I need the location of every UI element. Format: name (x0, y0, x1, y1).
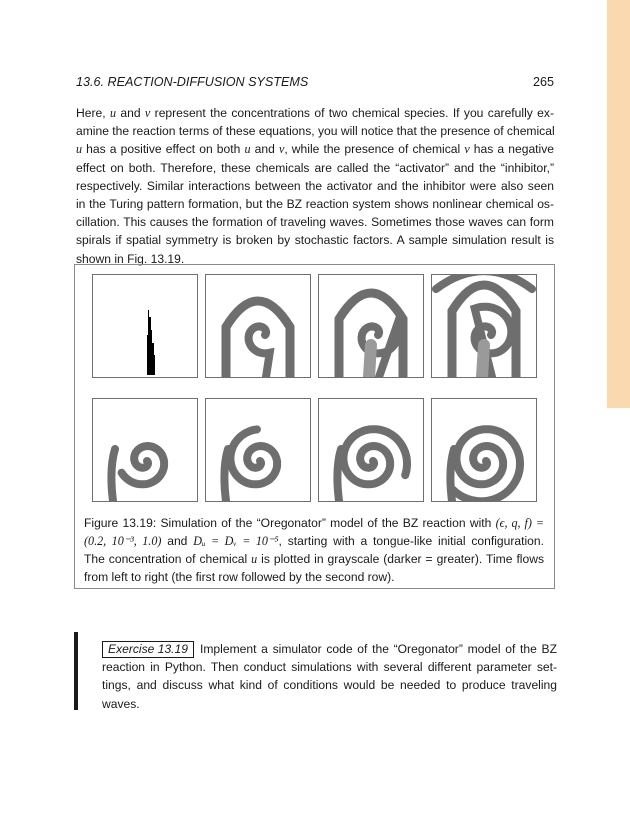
spiral-wave (122, 446, 165, 484)
text-run: and (250, 142, 279, 157)
spiral-wave (343, 429, 407, 484)
text-run: is plotted in grayscale (darker = greater). Time flows (257, 552, 545, 566)
text-run: has a positive effect on both (82, 142, 245, 157)
text-run: Here, (76, 106, 110, 120)
wave-tail (111, 449, 115, 501)
caption-line (84, 514, 544, 532)
caption-line (84, 568, 544, 586)
simulation-image (206, 275, 310, 377)
paragraph-line (76, 177, 554, 195)
text-run: amine the reaction terms of these equations, you will notice that the presence of chemical (76, 124, 555, 139)
simulation-panel-t6 (205, 398, 311, 502)
exercise-line: waves. (102, 696, 140, 711)
math-symbol: v (464, 142, 470, 157)
simulation-image (319, 275, 423, 377)
initial-tongue (147, 310, 155, 375)
text-run: , while the presence of chemical (284, 142, 465, 157)
wave-front (226, 301, 290, 377)
wave-trail (369, 345, 371, 377)
caption-line (84, 532, 544, 550)
math-symbol: (ϵ, q, f) = (495, 516, 544, 530)
simulation-panel-t1 (92, 274, 198, 378)
simulation-image (319, 399, 423, 501)
text-run: and (116, 106, 145, 120)
math-symbol: u (109, 106, 116, 120)
exercise-box (74, 632, 560, 710)
text-run: cillation. This causes the formation of traveling waves. Sometimes those waves can form (76, 215, 554, 230)
simulation-panel-t7 (318, 398, 424, 502)
text-run: The concentration of chemical (84, 552, 252, 566)
simulation-panel-t3 (318, 274, 424, 378)
simulation-image (432, 399, 536, 501)
math-symbol: u (251, 552, 258, 566)
text-run: shown in Fig. 13.19. (76, 251, 185, 266)
math-symbol: v (144, 106, 151, 120)
text-run: , starting with a tongue-like initial configuration. (278, 534, 544, 548)
wave-trail (482, 345, 484, 377)
simulation-image (206, 399, 310, 501)
text-run: in the Turing pattern formation, but the BZ reaction system shows nonlinear chemical os- (76, 197, 554, 212)
simulation-panel-t4 (431, 274, 537, 378)
body-paragraph (76, 104, 554, 268)
section-title: 13.6. REACTION-DIFFUSION SYSTEMS (76, 75, 309, 89)
exercise-line: reaction in Python. Then conduct simulations with several different parameter set- (102, 660, 557, 675)
exercise-line: tings, and discuss what kind of conditions would be needed to produce traveling (102, 678, 557, 693)
simulation-panel-t2 (205, 274, 311, 378)
simulation-image (93, 275, 197, 377)
spiral-wave (453, 429, 520, 501)
simulation-panel-t8 (431, 398, 537, 502)
exercise-line: Exercise 13.19 Implement a simulator code of the “Oregonator” model of the BZ (102, 640, 557, 658)
math-symbol: u (244, 142, 251, 157)
figure-caption (84, 514, 544, 586)
paragraph-line (76, 231, 554, 249)
running-head (76, 75, 554, 91)
paragraph-line (76, 159, 554, 177)
exercise-label: Exercise 13.19 (102, 641, 194, 658)
simulation-panel-t5 (92, 398, 198, 502)
text-run: and (161, 534, 194, 548)
text-run: effect on both. Therefore, these chemicals are called the “activator” and the “inhibitor,” (76, 160, 554, 175)
paragraph-line (76, 195, 554, 213)
page-number: 265 (532, 75, 554, 89)
simulation-image (432, 275, 536, 377)
wave-tail (224, 449, 228, 501)
text-run: respectively. Similar interactions between the activator and the inhibitor were also seen (76, 178, 554, 193)
paragraph-line (76, 140, 554, 158)
math-symbol: Dᵤ = Dᵥ = 10⁻⁵ (193, 534, 279, 548)
paragraph-line (76, 213, 554, 231)
paragraph-line (76, 104, 554, 122)
exercise-text (102, 640, 557, 713)
math-symbol: (0.2, 10⁻³, 1.0) (84, 534, 162, 548)
text-run: spirals if spatial symmetry is broken by stochastic factors. A sample simulation result is (76, 233, 554, 248)
text-run: from left to right (the first row followed by the second row). (84, 570, 395, 584)
wave-tail (337, 449, 341, 501)
math-symbol: u (76, 142, 83, 157)
wave-tail (450, 449, 454, 501)
math-symbol: v (278, 142, 285, 157)
spiral-arm (249, 326, 270, 377)
text-run: represent the concentrations of two chemical species. If you carefully ex- (150, 106, 554, 120)
chapter-tab (607, 0, 630, 408)
spiral-wave (230, 429, 277, 484)
paragraph-line (76, 122, 554, 140)
text-run: has a negative (469, 142, 554, 157)
text-run: Figure 13.19: Simulation of the “Oregonator” model of the BZ reaction with (84, 516, 496, 530)
caption-line (84, 550, 544, 568)
simulation-image (93, 399, 197, 501)
